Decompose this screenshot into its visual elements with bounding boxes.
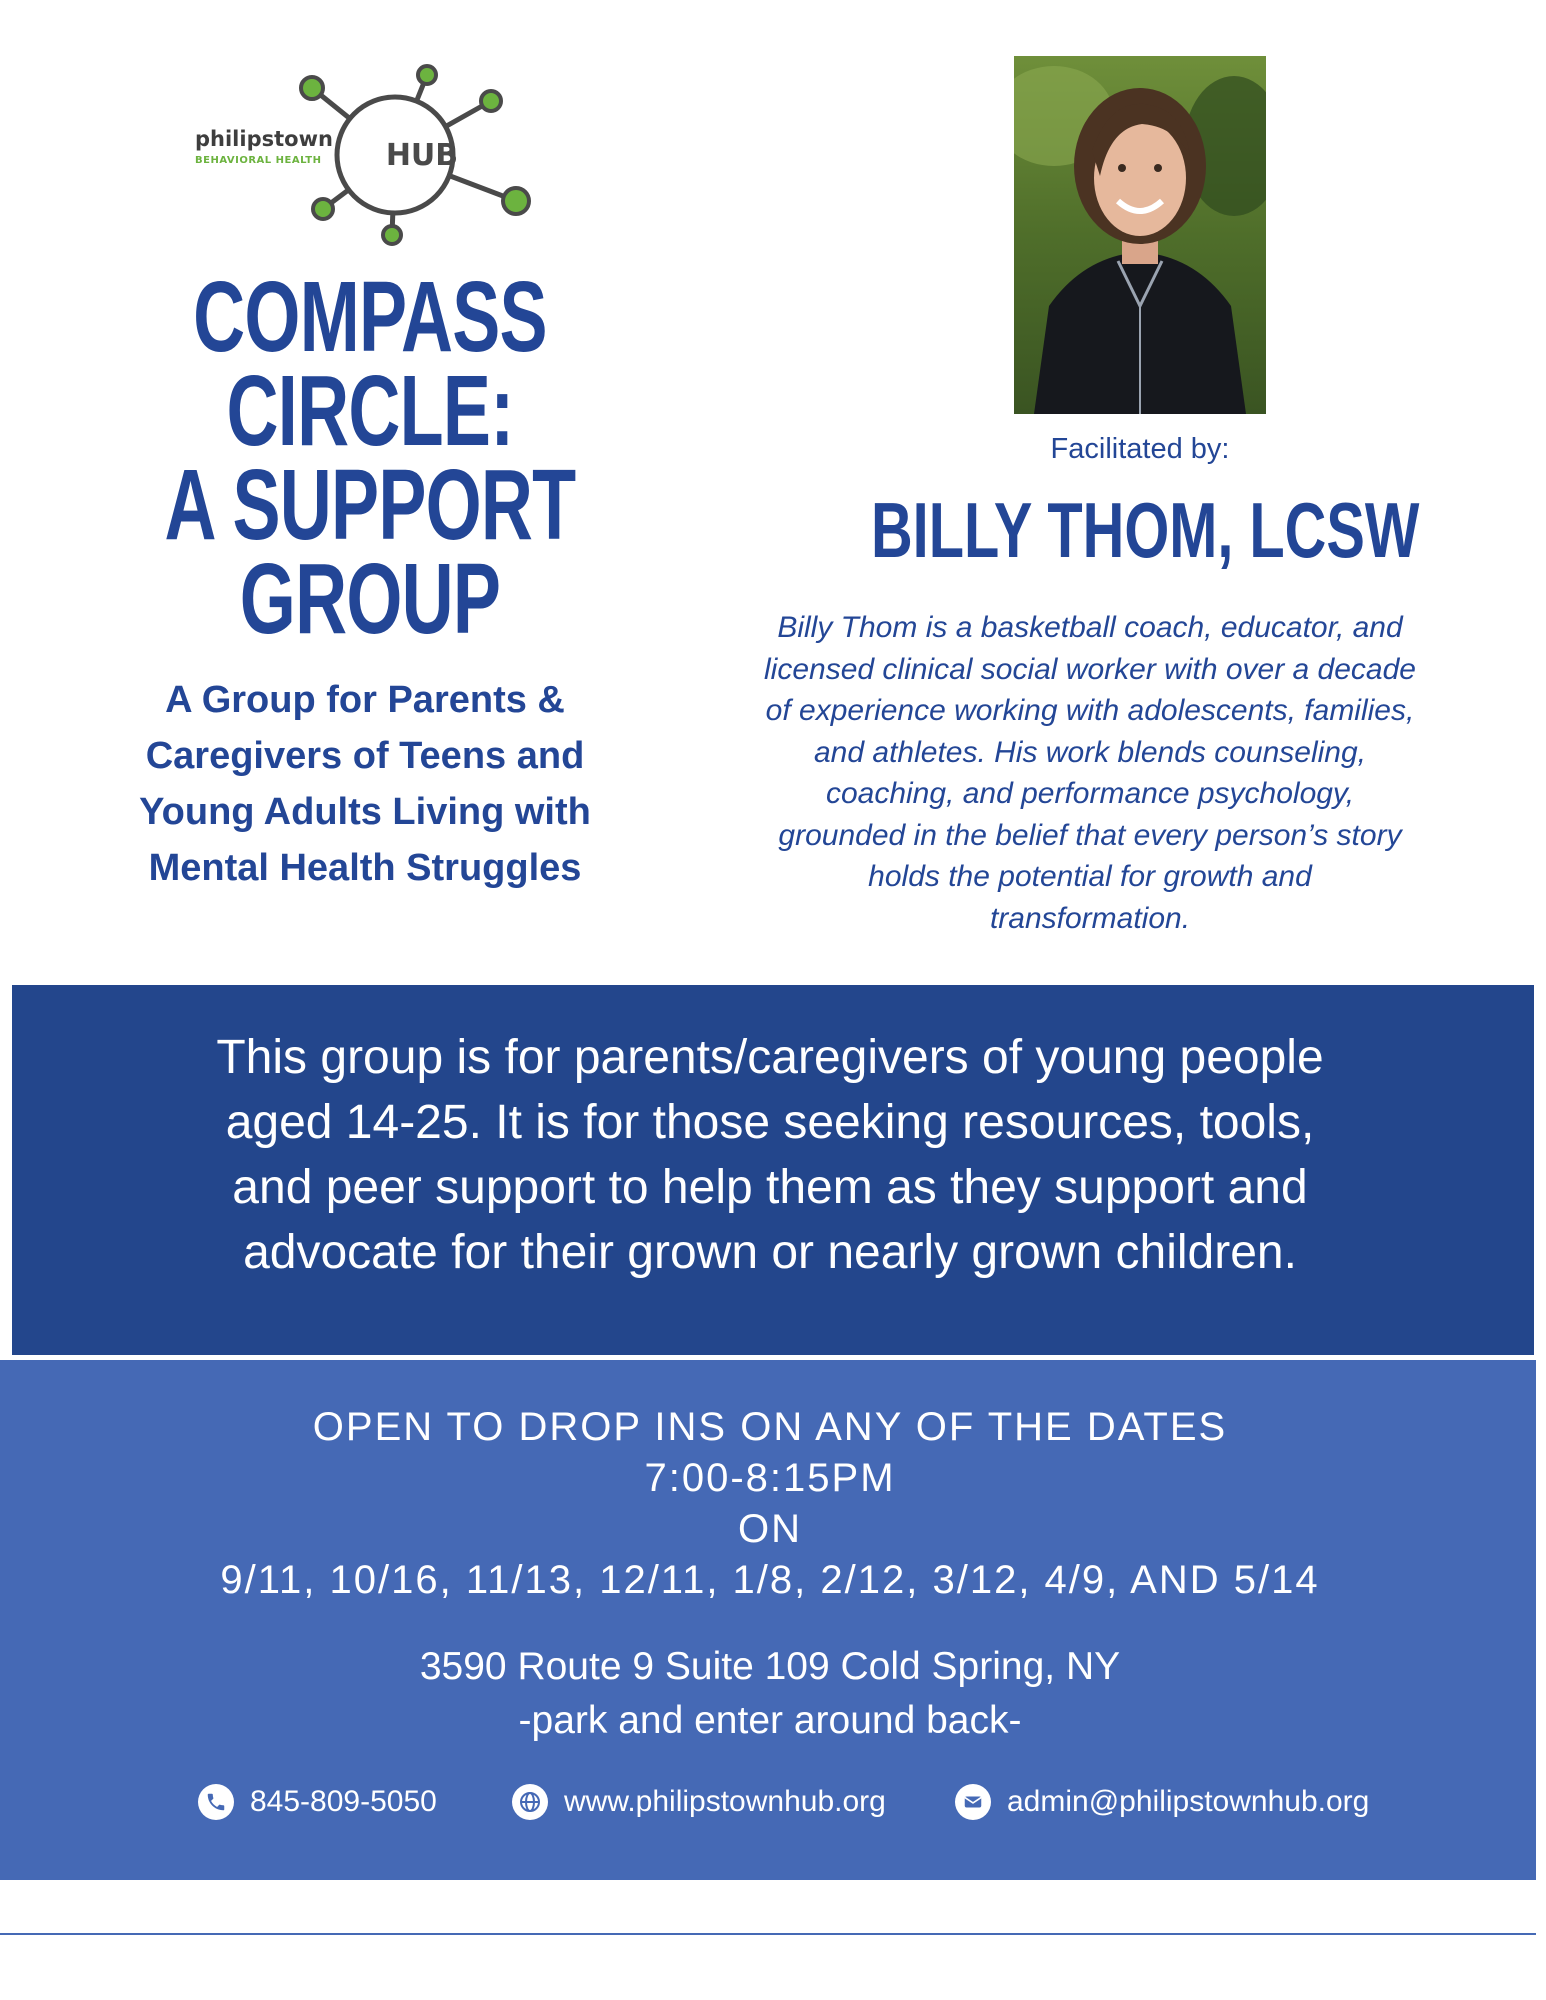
event-title [161,261,579,655]
subtitle-line: Young Adults Living with [139,791,591,833]
address-line: 3590 Route 9 Suite 109 Cold Spring, NY [419,1645,1121,1688]
description-line: This group is for parents/caregivers of young people [216,1031,1324,1084]
mail-icon [955,1784,991,1820]
phone-number: 845-809-5050 [250,1785,437,1818]
schedule-time: 7:00-8:15PM [644,1456,896,1500]
parking-note: -park and enter around back- [518,1699,1022,1742]
globe-icon [512,1784,548,1820]
facilitated-by-label: Facilitated by: [1050,433,1230,465]
facilitator-name: BILLY THOM, LCSW [871,486,1420,574]
bio-line: grounded in the belief that every person’s story [778,818,1402,852]
facilitator-photo [1014,56,1266,414]
phone-icon [198,1784,234,1820]
facilitator-bio [690,607,1490,939]
title-line: COMPASS [193,261,547,373]
email-link[interactable]: admin@philipstownhub.org [1007,1785,1370,1818]
facilitator-portrait-icon [1014,56,1266,414]
bio-line: Billy Thom is a basketball coach, educator, and [777,611,1403,644]
website-contact[interactable] [512,1780,886,1824]
website-link[interactable]: www.philipstownhub.org [564,1785,886,1818]
subtitle-line: A Group for Parents & [165,679,565,721]
schedule-line: OPEN TO DROP INS ON ANY OF THE DATES [312,1405,1228,1449]
group-description [60,1025,1480,1285]
logo-subtitle-text: BEHAVIORAL HEALTH [195,155,322,166]
event-subtitle [80,672,650,896]
bio-line: and athletes. His work blends counseling, [814,735,1366,769]
bottom-divider [0,1933,1536,1935]
description-line: aged 14-25. It is for those seeking resources, tools, [225,1096,1315,1149]
title-line: A SUPPORT [164,449,576,561]
email-contact[interactable] [955,1780,1369,1824]
bio-line: transformation. [989,901,1191,935]
schedule-line: ON [738,1507,802,1551]
address-block [60,1640,1480,1748]
logo-hub-text: HUB [385,138,459,173]
description-line: and peer support to help them as they support and [232,1161,1308,1214]
bio-line: coaching, and performance psychology, [825,777,1355,810]
bio-line: holds the potential for growth and [868,860,1312,893]
subtitle-line: Caregivers of Teens and [145,735,585,777]
schedule-info [60,1402,1480,1606]
bio-line: of experience working with adolescents, families, [765,694,1415,727]
phone-contact[interactable] [198,1780,437,1824]
bio-line: licensed clinical social worker with over a decade [764,652,1416,686]
logo-brand-text: philipstown [195,127,333,151]
description-line: advocate for their grown or nearly grown children. [243,1226,1297,1279]
title-line: GROUP [239,543,501,655]
philipstown-hub-logo [195,55,545,255]
subtitle-line: Mental Health Struggles [148,847,582,889]
schedule-dates: 9/11, 10/16, 11/13, 12/11, 1/8, 2/12, 3/12, 4/9, AND 5/14 [220,1558,1320,1602]
title-line: CIRCLE: [226,355,514,467]
band-divider [0,1356,1536,1358]
